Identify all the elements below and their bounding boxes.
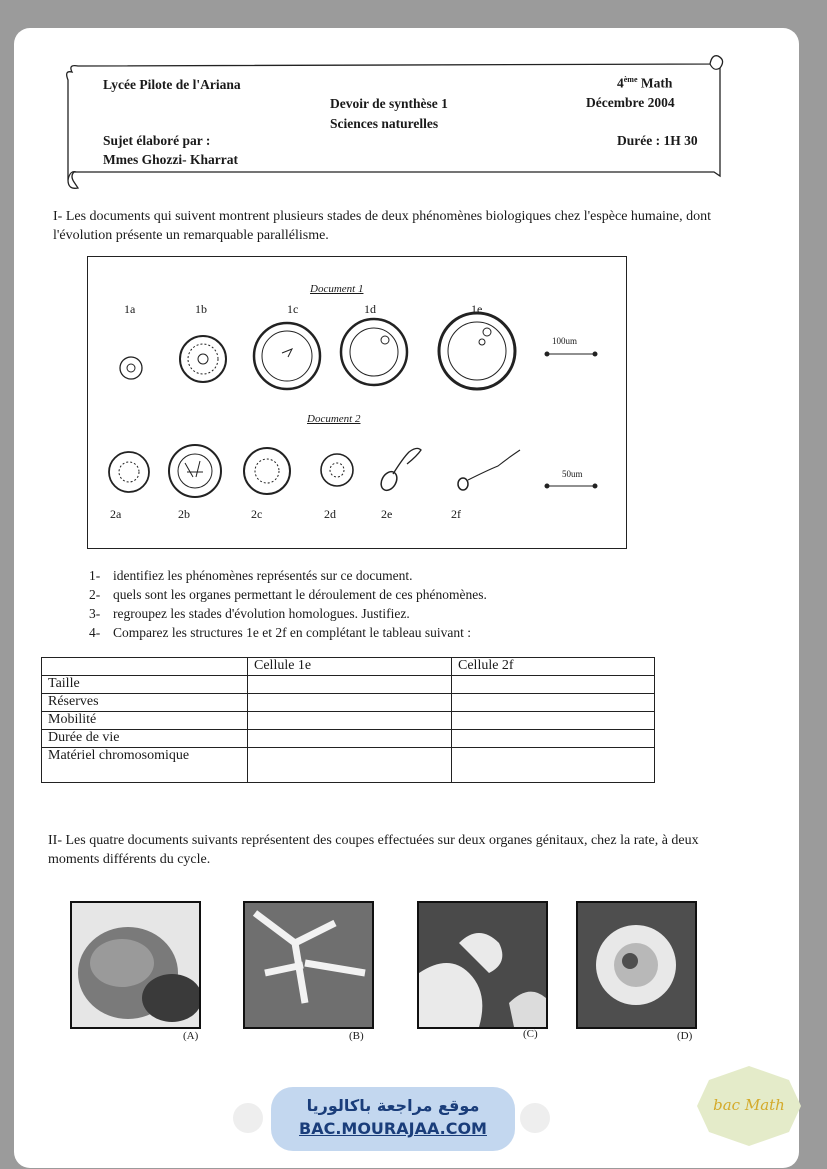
label-2a: 2a <box>110 507 122 521</box>
cell-drawings <box>87 256 625 547</box>
photo-label-d: (D) <box>677 1030 693 1042</box>
row-label: Taille <box>42 676 248 694</box>
label-2e: 2e <box>381 507 393 521</box>
author-names: Mmes Ghozzi- Kharrat <box>103 152 238 167</box>
answer-cell[interactable] <box>452 730 655 748</box>
section-photo-b <box>243 901 374 1029</box>
answer-cell[interactable] <box>452 676 655 694</box>
scale-100um: 100um <box>552 336 578 346</box>
exam-duration: Durée : 1H 30 <box>617 133 698 148</box>
document1-title: Document 1 <box>310 283 364 295</box>
table-header-cell: Cellule 1e <box>248 658 452 676</box>
photo-label-a: (A) <box>183 1030 199 1042</box>
section-photo-d <box>576 901 697 1029</box>
level-label: 4ème Math <box>617 75 673 91</box>
table-row <box>42 730 655 748</box>
part2-intro: II- Les quatre documents suivants représentent des coupes effectuées sur deux organes génitaux, chez la rate, à deux moments différents du cycle. <box>48 833 699 867</box>
table-header-row <box>42 658 655 676</box>
promo-banner[interactable] <box>271 1087 515 1151</box>
promo-logo-right <box>520 1103 550 1133</box>
bac-math-logo-text: bac Math <box>713 1096 785 1114</box>
section-photo-c <box>417 901 548 1029</box>
question-item: 4- Comparez les structures 1e et 2f en complétant le tableau suivant : <box>89 625 472 640</box>
document2-title: Document 2 <box>307 413 361 425</box>
row-label: Matériel chromosomique <box>42 748 248 783</box>
photo-label-c: (C) <box>523 1028 538 1040</box>
table-row <box>42 676 655 694</box>
comparison-table <box>41 657 655 783</box>
label-2d: 2d <box>324 507 336 521</box>
table-row <box>42 712 655 730</box>
answer-cell[interactable] <box>248 730 452 748</box>
question-item: 1- identifiez les phénomènes représentés sur ce document. <box>89 568 413 583</box>
question-item: 3- regroupez les stades d'évolution homologues. Justifiez. <box>89 606 410 621</box>
promo-arabic-text: موقع مراجعة باكالوريا <box>306 1096 480 1115</box>
label-2b: 2b <box>178 507 190 521</box>
answer-cell[interactable] <box>248 712 452 730</box>
row-label: Réserves <box>42 694 248 712</box>
subject-name: Sciences naturelles <box>330 116 439 131</box>
table-header-cell <box>42 658 248 676</box>
table-row <box>42 694 655 712</box>
row-label: Durée de vie <box>42 730 248 748</box>
table-header-cell: Cellule 2f <box>452 658 655 676</box>
section-photo-a <box>70 901 201 1029</box>
bac-math-badge <box>697 1066 801 1146</box>
photo-label-b: (B) <box>349 1030 364 1042</box>
label-1e: 1e <box>471 302 483 316</box>
label-1d: 1d <box>364 302 376 316</box>
exam-date: Décembre 2004 <box>586 95 675 110</box>
answer-cell[interactable] <box>452 712 655 730</box>
question-item: 2- quels sont les organes permettant le déroulement de ces phénomènes. <box>89 587 487 602</box>
promo-url-link[interactable]: BAC.MOURAJAA.COM <box>299 1119 487 1138</box>
label-2c: 2c <box>251 507 263 521</box>
promo-logo-left <box>233 1103 263 1133</box>
table-row <box>42 748 655 783</box>
label-2f: 2f <box>451 507 461 521</box>
row-label: Mobilité <box>42 712 248 730</box>
label-1b: 1b <box>195 302 207 316</box>
answer-cell[interactable] <box>452 694 655 712</box>
author-label: Sujet élaboré par : <box>103 133 211 148</box>
exam-title: Devoir de synthèse 1 <box>330 96 448 111</box>
answer-cell[interactable] <box>248 748 452 783</box>
question-list <box>89 566 487 642</box>
answer-cell[interactable] <box>452 748 655 783</box>
scale-50um: 50um <box>562 469 583 479</box>
label-1c: 1c <box>287 302 299 316</box>
answer-cell[interactable] <box>248 676 452 694</box>
answer-cell[interactable] <box>248 694 452 712</box>
school-name: Lycée Pilote de l'Ariana <box>103 77 241 92</box>
label-1a: 1a <box>124 302 136 316</box>
part1-intro: I- Les documents qui suivent montrent plusieurs stades de deux phénomènes biologiques chez l'espèce humaine, dont l'évolution présente un remarquable parallélisme. <box>53 209 712 243</box>
